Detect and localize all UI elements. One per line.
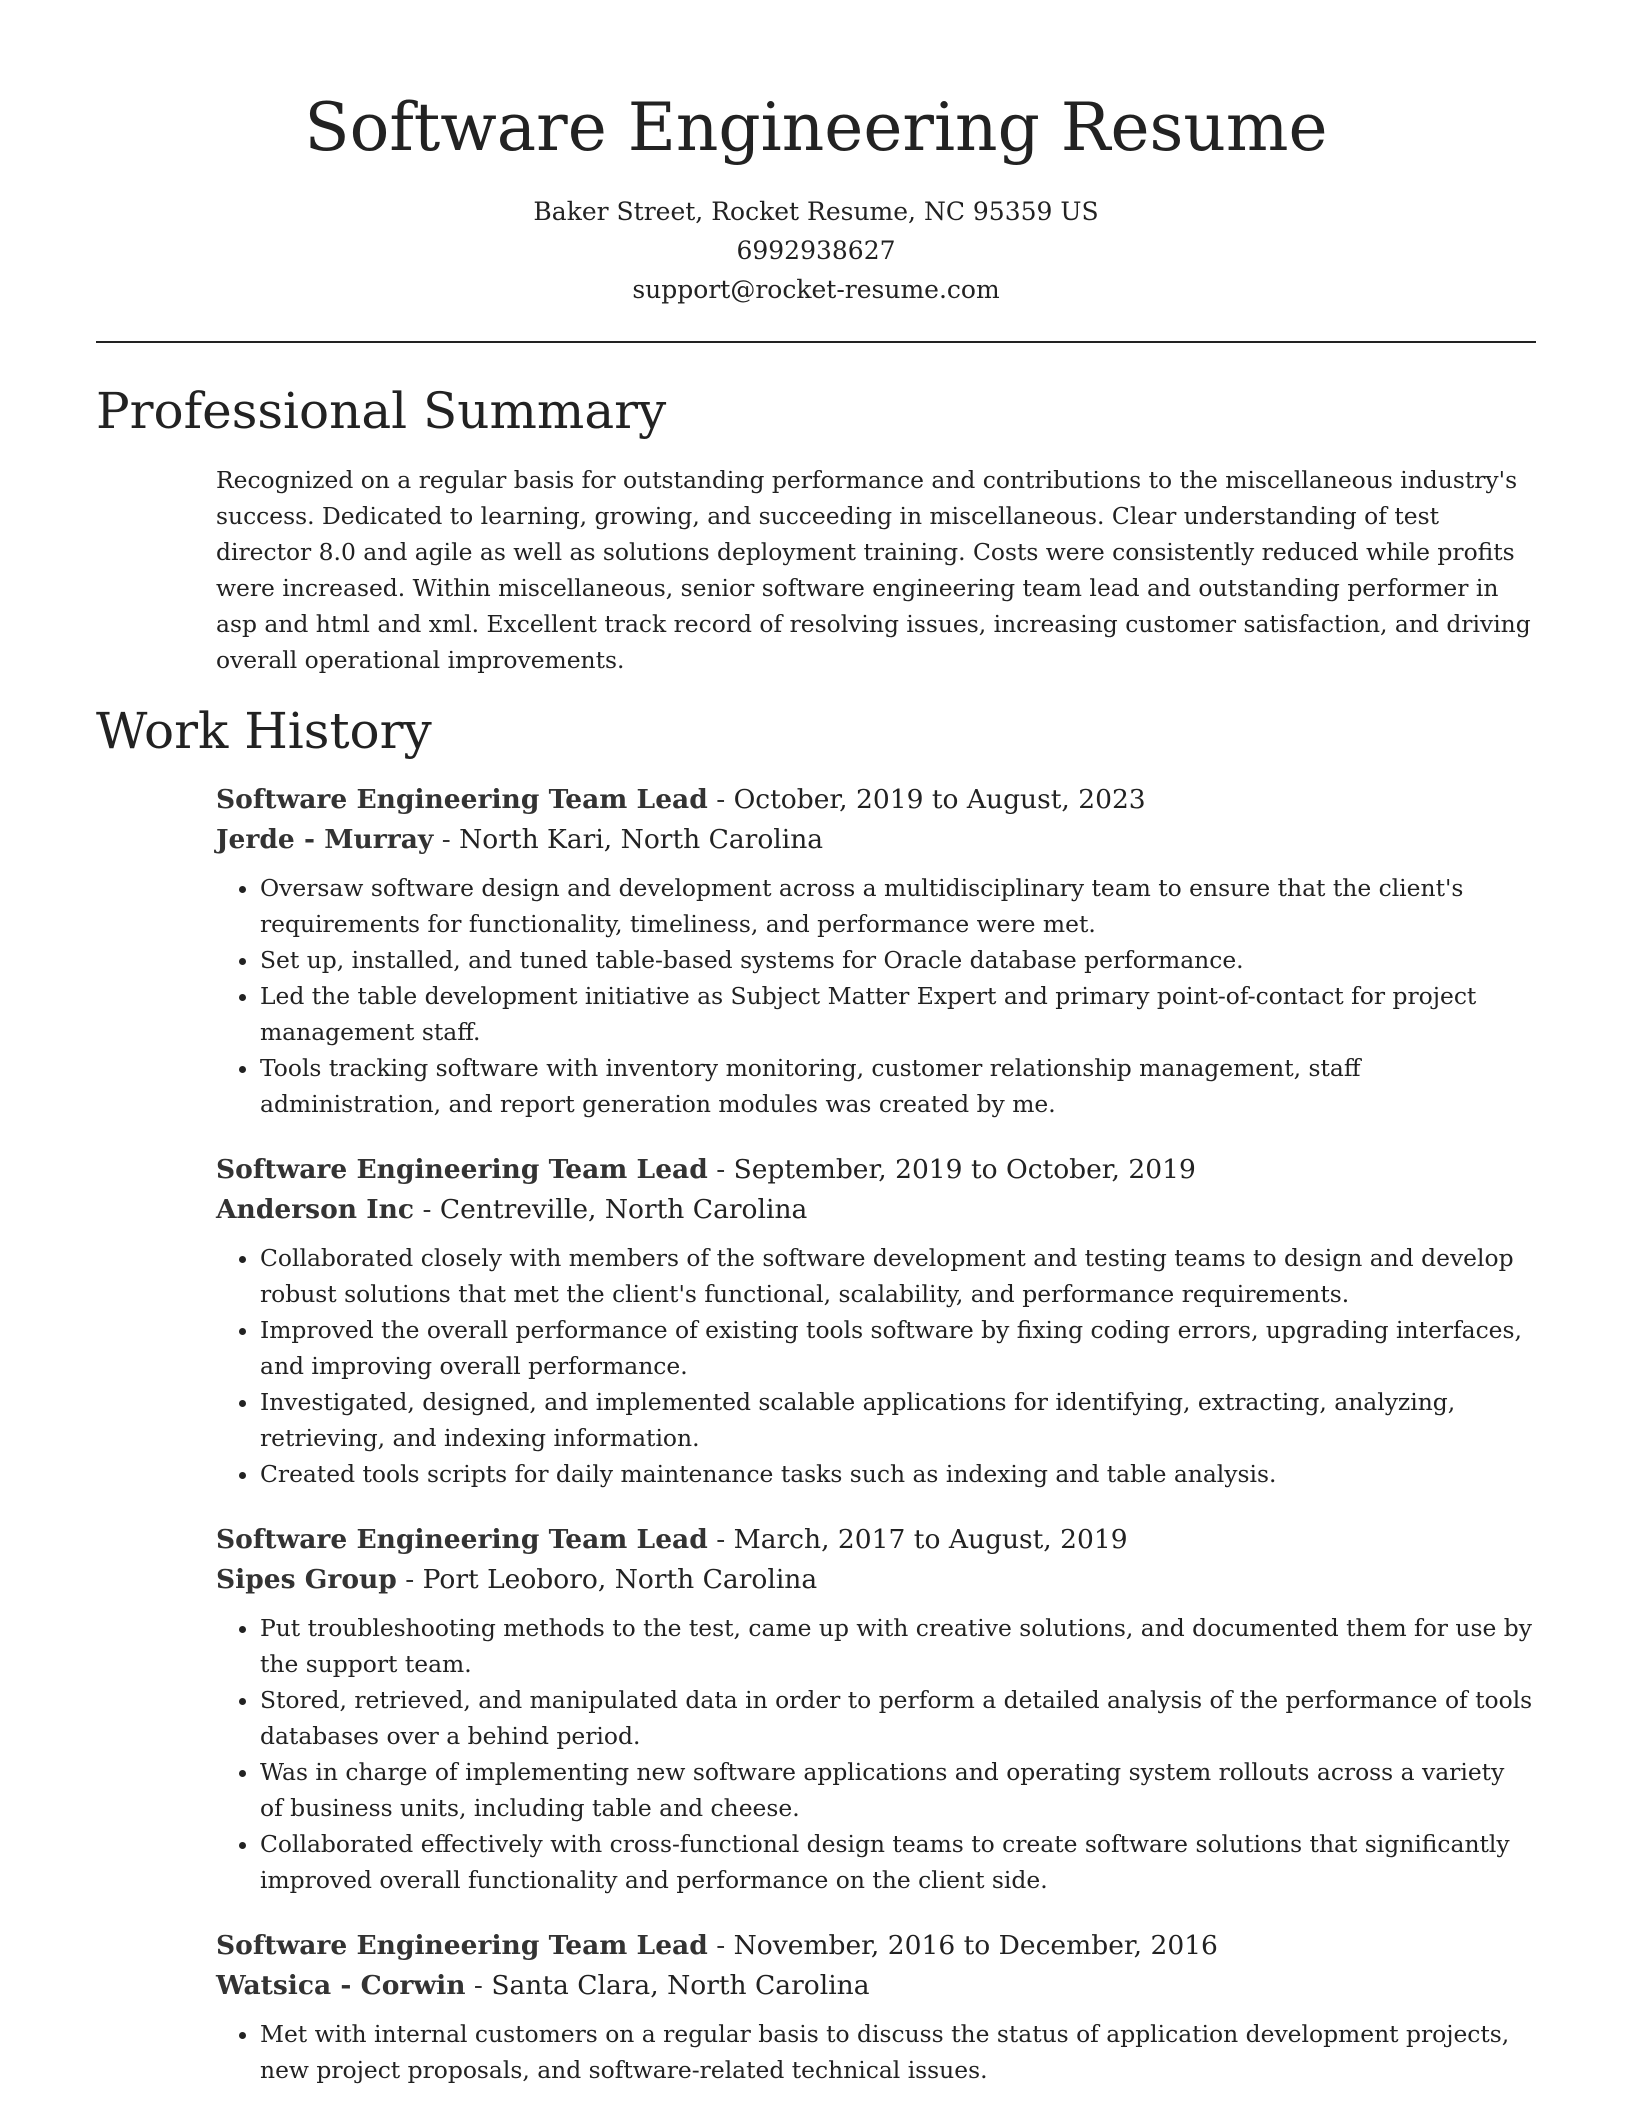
job-entry — [216, 1520, 1534, 1898]
job-company-line — [216, 1190, 1534, 1230]
job-role: Software Engineering Team Lead — [216, 784, 708, 815]
job-separator: - — [707, 1930, 734, 1961]
resume-title: Software Engineering Resume — [304, 89, 1328, 166]
job-dates: September, 2019 to October, 2019 — [733, 1154, 1196, 1185]
job-separator: - — [707, 784, 734, 815]
contact-info — [0, 192, 1632, 309]
job-entry — [216, 1926, 1534, 2088]
job-separator: - — [414, 1194, 440, 1225]
job-bullet: • Oversaw software design and development across a multidisciplinary team to ensure that the client's requirements for functionality, timeliness, and performance were met. — [260, 870, 1534, 942]
job-company: Jerde - Murray — [216, 824, 434, 855]
job-title-line — [216, 1150, 1534, 1190]
job-separator: - — [396, 1564, 423, 1595]
job-bullet: • Collaborated closely with members of the software development and testing teams to design and develop robust solutions that met the client's functional, scalability, and performance requirements. — [260, 1240, 1534, 1312]
job-entry — [216, 1150, 1534, 1492]
job-bullet: • Met with internal customers on a regular basis to discuss the status of application development projects, new project proposals, and software-related technical issues. — [260, 2016, 1534, 2088]
job-separator: - — [707, 1154, 734, 1185]
job-bullet: • Tools tracking software with inventory monitoring, customer relationship management, staff administration, and report generation modules was created by me. — [260, 1050, 1534, 1122]
job-location: Santa Clara, North Carolina — [491, 1970, 870, 2001]
job-location: Centreville, North Carolina — [439, 1194, 808, 1225]
job-dates: November, 2016 to December, 2016 — [733, 1930, 1218, 1961]
section-title-work-history: Work History — [96, 702, 432, 760]
job-role: Software Engineering Team Lead — [216, 1930, 708, 1961]
job-role: Software Engineering Team Lead — [216, 1524, 708, 1555]
job-company: Anderson Inc — [216, 1194, 415, 1225]
job-bullets — [216, 870, 1534, 1122]
job-dates: March, 2017 to August, 2019 — [733, 1524, 1128, 1555]
job-bullet: • Created tools scripts for daily maintenance tasks such as indexing and table analysis. — [260, 1456, 1534, 1492]
job-bullet: • Set up, installed, and tuned table-based systems for Oracle database performance. — [260, 942, 1534, 978]
job-company-line — [216, 820, 1534, 860]
job-separator: - — [465, 1970, 492, 2001]
job-bullets — [216, 1240, 1534, 1492]
section-title-summary: Professional Summary — [96, 382, 667, 440]
job-bullets — [216, 1610, 1534, 1898]
job-bullet: • Improved the overall performance of existing tools software by fixing coding errors, upgrading interfaces, and improving overall performance. — [260, 1312, 1534, 1384]
contact-email: support@rocket-resume.com — [632, 275, 1000, 304]
job-role: Software Engineering Team Lead — [216, 1154, 708, 1185]
summary-text: Recognized on a regular basis for outstanding performance and contributions to the miscellaneous industry's success. Dedicated to learning, growing, and succeeding in miscellaneous. Clear understanding of test director 8.0 and agile as well as solutions deployment training. Costs were consistently reduced while profits were increased. Within miscellaneous, senior software engineering team lead and outstanding performer in asp and html and xml. Excellent track record of resolving issues, increasing customer satisfaction, and driving overall operational improvements. — [216, 466, 1531, 674]
job-title-line — [216, 1926, 1534, 1966]
header-divider — [96, 341, 1536, 343]
job-location: North Kari, North Carolina — [459, 824, 824, 855]
job-company-line — [216, 1966, 1534, 2006]
job-bullet: • Collaborated effectively with cross-functional design teams to create software solutions that significantly improved overall functionality and performance on the client side. — [260, 1826, 1534, 1898]
job-company: Sipes Group — [216, 1564, 397, 1595]
work-history-list — [216, 780, 1534, 2112]
job-title-line — [216, 1520, 1534, 1560]
job-location: Port Leoboro, North Carolina — [422, 1564, 818, 1595]
job-bullet: • Stored, retrieved, and manipulated data in order to perform a detailed analysis of the performance of tools databases over a behind period. — [260, 1682, 1534, 1754]
resume-header — [0, 0, 1632, 309]
contact-phone: 6992938627 — [736, 236, 896, 265]
job-company: Watsica - Corwin — [216, 1970, 466, 2001]
job-title-line — [216, 780, 1534, 820]
job-separator: - — [433, 824, 460, 855]
job-dates: October, 2019 to August, 2023 — [733, 784, 1146, 815]
job-bullet: • Led the table development initiative as Subject Matter Expert and primary point-of-contact for project management staff. — [260, 978, 1534, 1050]
job-bullet: • Investigated, designed, and implemented scalable applications for identifying, extracting, analyzing, retrieving, and indexing information. — [260, 1384, 1534, 1456]
contact-address: Baker Street, Rocket Resume, NC 95359 US — [533, 197, 1099, 226]
job-bullet: • Was in charge of implementing new software applications and operating system rollouts across a variety of business units, including table and cheese. — [260, 1754, 1534, 1826]
job-company-line — [216, 1560, 1534, 1600]
job-bullets — [216, 2016, 1534, 2088]
job-entry — [216, 780, 1534, 1122]
job-bullet: • Put troubleshooting methods to the test, came up with creative solutions, and documented them for use by the support team. — [260, 1610, 1534, 1682]
job-separator: - — [707, 1524, 734, 1555]
